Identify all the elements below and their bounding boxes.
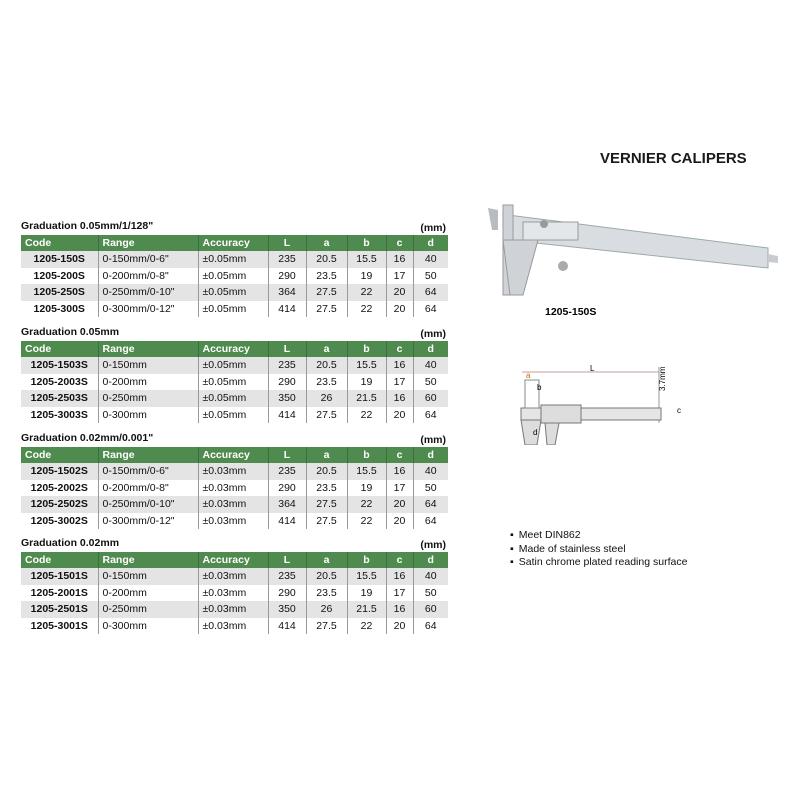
code-cell: 1205-3001S	[21, 618, 98, 635]
table-cell: 0-300mm	[98, 618, 198, 635]
table-cell: 414	[268, 618, 306, 635]
table-cell: 26	[306, 390, 347, 407]
table-cell: 0-150mm	[98, 357, 198, 374]
spec-section	[21, 537, 448, 634]
code-cell: 1205-2501S	[21, 601, 98, 618]
table-cell: 19	[347, 480, 386, 497]
column-header: d	[413, 447, 448, 463]
table-cell: 50	[424, 375, 437, 388]
table-row	[21, 585, 448, 602]
spec-table	[21, 447, 448, 529]
column-header: b	[347, 552, 386, 568]
column-header: c	[386, 235, 413, 251]
table-cell: 364	[268, 496, 306, 513]
code-cell: 1205-3002S	[21, 513, 98, 530]
table-cell: 16	[386, 251, 413, 268]
table-cell: 235	[268, 357, 306, 374]
column-header: c	[386, 341, 413, 357]
table-cell: 50	[424, 586, 437, 599]
table-cell: ±0.03mm	[198, 601, 268, 618]
table-cell: 0-150mm	[98, 568, 198, 585]
table-cell: 20	[386, 284, 413, 301]
table-cell: 50	[424, 269, 437, 282]
table-cell: 16	[386, 568, 413, 585]
graduation-label: Graduation 0.05mm	[21, 326, 120, 338]
table-cell: ±0.05mm	[198, 268, 268, 285]
unit-label: (mm)	[420, 539, 446, 551]
feature-item: ▪ Satin chrome plated reading surface	[510, 556, 687, 570]
table-cell: 20	[386, 301, 413, 318]
table-cell: 23.5	[306, 374, 347, 391]
table-cell: 290	[268, 374, 306, 391]
code-cell: 1205-1501S	[21, 568, 98, 585]
table-cell: 17	[386, 268, 413, 285]
table-cell: ±0.05mm	[198, 390, 268, 407]
diagram-label-a: a	[526, 371, 531, 380]
column-header: Accuracy	[198, 235, 268, 251]
table-cell: 0-200mm	[98, 374, 198, 391]
table-cell: 40	[413, 463, 448, 480]
table-cell: ±0.03mm	[198, 585, 268, 602]
diagram-label-b: b	[537, 383, 542, 392]
column-header: L	[268, 447, 306, 463]
table-cell: 350	[268, 601, 306, 618]
graduation-label: Graduation 0.05mm/1/128"	[21, 220, 154, 232]
table-cell: 27.5	[306, 618, 347, 635]
table-cell: 19	[347, 374, 386, 391]
table-cell: 364	[268, 284, 306, 301]
column-header: d	[413, 235, 448, 251]
table-cell: ±0.05mm	[198, 251, 268, 268]
code-cell: 1205-200S	[21, 268, 98, 285]
table-cell: 27.5	[306, 407, 347, 424]
diagram-label-d: d	[533, 428, 538, 437]
table-cell: 20	[386, 407, 413, 424]
table-cell: 20	[386, 513, 413, 530]
table-cell: 414	[268, 407, 306, 424]
table-cell: 22	[347, 496, 386, 513]
code-cell: 1205-1503S	[21, 357, 98, 374]
table-cell: 20	[386, 618, 413, 635]
table-cell: 20.5	[306, 463, 347, 480]
table-row	[21, 357, 448, 374]
table-cell: 414	[268, 301, 306, 318]
table-cell: 350	[268, 390, 306, 407]
table-cell: ±0.03mm	[198, 480, 268, 497]
graduation-label: Graduation 0.02mm/0.001"	[21, 432, 154, 444]
table-row	[21, 268, 448, 285]
spec-section	[21, 432, 448, 529]
table-cell: 16	[386, 357, 413, 374]
table-cell: 26	[306, 601, 347, 618]
table-cell: 64	[413, 496, 448, 513]
table-cell: 20.5	[306, 357, 347, 374]
table-cell: 20.5	[306, 568, 347, 585]
spec-table	[21, 552, 448, 634]
table-row	[21, 513, 448, 530]
table-cell: ±0.05mm	[198, 301, 268, 318]
column-header: Range	[98, 447, 198, 463]
spec-section	[21, 220, 448, 317]
feature-item: ▪ Made of stainless steel	[510, 543, 687, 557]
table-cell: 40	[413, 568, 448, 585]
column-header: Accuracy	[198, 552, 268, 568]
table-cell: 23.5	[306, 585, 347, 602]
column-header: b	[347, 235, 386, 251]
table-cell: 235	[268, 568, 306, 585]
table-cell: ±0.03mm	[198, 513, 268, 530]
table-cell: 22	[347, 618, 386, 635]
column-header: Range	[98, 341, 198, 357]
table-row	[21, 301, 448, 318]
table-cell: 22	[347, 301, 386, 318]
table-cell: 15.5	[347, 251, 386, 268]
table-cell: 0-300mm/0-12"	[98, 513, 198, 530]
table-cell: 16	[386, 463, 413, 480]
table-header	[21, 447, 448, 463]
dimension-diagram	[515, 365, 685, 445]
column-header: b	[347, 341, 386, 357]
table-cell: 40	[413, 357, 448, 374]
table-row	[21, 251, 448, 268]
table-row	[21, 568, 448, 585]
table-cell: 0-250mm/0-10"	[98, 284, 198, 301]
table-cell: ±0.03mm	[198, 568, 268, 585]
table-cell: 27.5	[306, 513, 347, 530]
unit-label: (mm)	[420, 222, 446, 234]
table-cell: 290	[268, 268, 306, 285]
table-cell: 60	[413, 601, 448, 618]
diagram-label-c: c	[677, 406, 681, 415]
column-header: c	[386, 552, 413, 568]
page-title: VERNIER CALIPERS	[600, 150, 747, 167]
table-cell: 15.5	[347, 357, 386, 374]
table-cell: 23.5	[306, 268, 347, 285]
table-cell: 414	[268, 513, 306, 530]
product-caption: 1205-150S	[545, 306, 597, 318]
table-cell: 40	[413, 251, 448, 268]
column-header: Code	[21, 552, 98, 568]
table-cell: 21.5	[347, 390, 386, 407]
column-header: Code	[21, 341, 98, 357]
table-cell: 0-300mm/0-12"	[98, 301, 198, 318]
column-header: c	[386, 447, 413, 463]
column-header: Code	[21, 235, 98, 251]
table-header	[21, 235, 448, 251]
table-cell: 16	[386, 390, 413, 407]
table-row	[21, 480, 448, 497]
table-cell: 235	[268, 251, 306, 268]
table-header	[21, 341, 448, 357]
table-cell: 21.5	[347, 601, 386, 618]
table-row	[21, 407, 448, 424]
diagram-label-L: L	[590, 365, 595, 373]
table-cell: 64	[424, 619, 437, 632]
code-cell: 1205-1502S	[21, 463, 98, 480]
table-cell: 19	[347, 268, 386, 285]
column-header: a	[306, 341, 347, 357]
table-cell: 23.5	[306, 480, 347, 497]
column-header: a	[306, 235, 347, 251]
table-cell: 235	[268, 463, 306, 480]
table-cell: ±0.05mm	[198, 357, 268, 374]
table-cell: ±0.05mm	[198, 284, 268, 301]
graduation-label: Graduation 0.02mm	[21, 537, 120, 549]
table-cell: 60	[413, 390, 448, 407]
column-header: Range	[98, 552, 198, 568]
code-cell: 1205-2002S	[21, 480, 98, 497]
column-header: Accuracy	[198, 447, 268, 463]
table-cell: 20.5	[306, 251, 347, 268]
table-cell: 0-200mm/0-8"	[98, 268, 198, 285]
feature-item: ▪ Meet DIN862	[510, 529, 687, 543]
table-cell: 27.5	[306, 496, 347, 513]
table-cell: ±0.05mm	[198, 374, 268, 391]
code-cell: 1205-2502S	[21, 496, 98, 513]
table-cell: 16	[386, 601, 413, 618]
column-header: a	[306, 552, 347, 568]
table-cell: 0-150mm/0-6"	[98, 463, 198, 480]
code-cell: 1205-150S	[21, 251, 98, 268]
table-row	[21, 390, 448, 407]
code-cell: 1205-3003S	[21, 407, 98, 424]
feature-list	[510, 529, 687, 570]
column-header: Accuracy	[198, 341, 268, 357]
table-cell: ±0.03mm	[198, 463, 268, 480]
table-cell: 15.5	[347, 568, 386, 585]
table-cell: 17	[386, 585, 413, 602]
column-header: Range	[98, 235, 198, 251]
table-cell: 17	[386, 374, 413, 391]
table-cell: ±0.03mm	[198, 496, 268, 513]
code-cell: 1205-2003S	[21, 374, 98, 391]
table-cell: 64	[424, 408, 437, 421]
table-cell: 0-200mm	[98, 585, 198, 602]
table-cell: 15.5	[347, 463, 386, 480]
column-header: L	[268, 235, 306, 251]
table-cell: 0-300mm	[98, 407, 198, 424]
table-cell: 64	[413, 284, 448, 301]
table-row	[21, 463, 448, 480]
diagram-label-depth: 3.7mm	[658, 366, 667, 391]
table-cell: 0-250mm/0-10"	[98, 496, 198, 513]
column-header: L	[268, 341, 306, 357]
table-cell: 22	[347, 284, 386, 301]
table-cell: 22	[347, 407, 386, 424]
table-cell: 20	[386, 496, 413, 513]
table-cell: ±0.05mm	[198, 407, 268, 424]
spec-section	[21, 326, 448, 423]
column-header: Code	[21, 447, 98, 463]
table-cell: 27.5	[306, 301, 347, 318]
code-cell: 1205-250S	[21, 284, 98, 301]
table-cell: 50	[424, 481, 437, 494]
table-cell: 19	[347, 585, 386, 602]
spec-table	[21, 235, 448, 317]
table-cell: 17	[386, 480, 413, 497]
table-cell: 64	[424, 514, 437, 527]
table-cell: 64	[424, 302, 437, 315]
table-row	[21, 618, 448, 635]
code-cell: 1205-2001S	[21, 585, 98, 602]
table-cell: 0-200mm/0-8"	[98, 480, 198, 497]
table-cell: 0-250mm	[98, 601, 198, 618]
table-row	[21, 284, 448, 301]
column-header: a	[306, 447, 347, 463]
table-cell: ±0.03mm	[198, 618, 268, 635]
table-cell: 0-150mm/0-6"	[98, 251, 198, 268]
unit-label: (mm)	[420, 328, 446, 340]
column-header: L	[268, 552, 306, 568]
column-header: d	[413, 341, 448, 357]
table-row	[21, 374, 448, 391]
table-row	[21, 601, 448, 618]
caliper-photo	[478, 200, 778, 300]
spec-table	[21, 341, 448, 423]
code-cell: 1205-2503S	[21, 390, 98, 407]
table-header	[21, 552, 448, 568]
unit-label: (mm)	[420, 434, 446, 446]
column-header: b	[347, 447, 386, 463]
table-cell: 0-250mm	[98, 390, 198, 407]
table-row	[21, 496, 448, 513]
table-cell: 290	[268, 585, 306, 602]
column-header: d	[413, 552, 448, 568]
table-cell: 290	[268, 480, 306, 497]
code-cell: 1205-300S	[21, 301, 98, 318]
table-cell: 27.5	[306, 284, 347, 301]
table-cell: 22	[347, 513, 386, 530]
